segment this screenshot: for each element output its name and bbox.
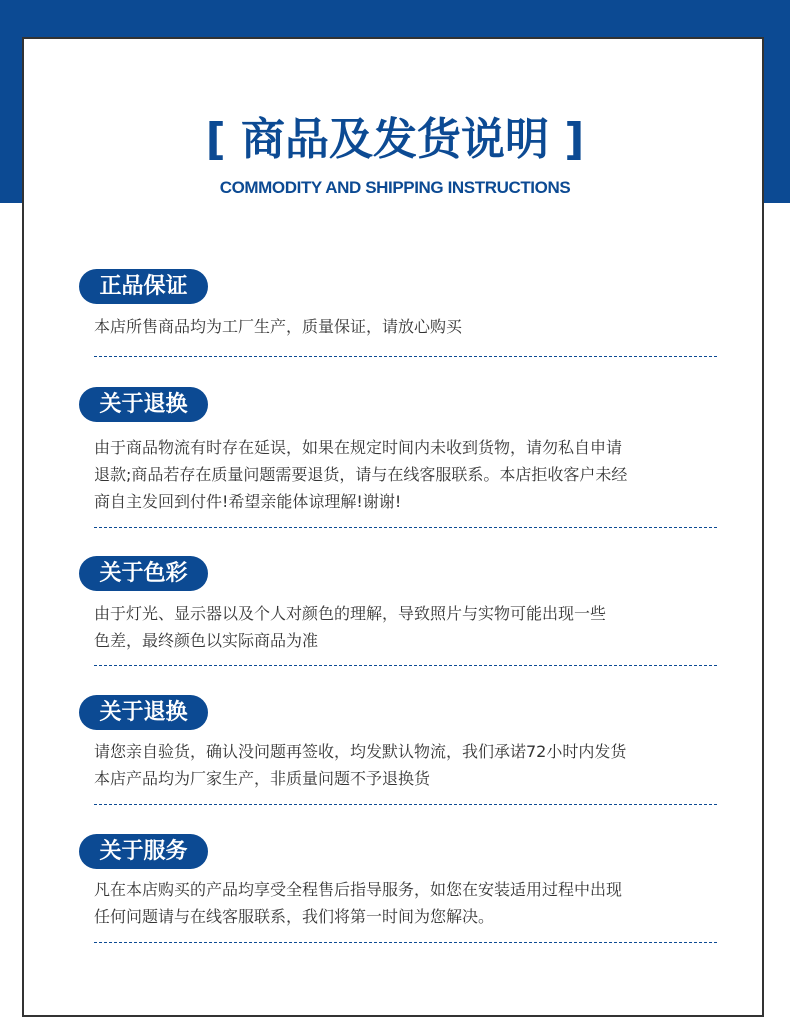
section-divider (94, 942, 717, 943)
section-heading-service: 关于服务 (79, 834, 208, 869)
section-line: 请您亲自验货，确认没问题再签收，均发默认物流，我们承诺72小时内发货 (94, 742, 627, 761)
section-line: 任何问题请与在线客服联系，我们将第一时间为您解决。 (94, 907, 495, 926)
section-body-service (94, 876, 718, 930)
page-title: [ 商品及发货说明 ] (205, 114, 585, 165)
section-line: 商自主发回到付件!希望亲能体谅理解!谢谢! (94, 492, 402, 511)
section-line: 由于商品物流有时存在延误，如果在规定时间内未收到货物，请勿私自申请 (94, 438, 623, 457)
section-line: 本店产品均为厂家生产，非质量问题不予退换货 (94, 769, 431, 788)
section-line: 本店所售商品均为工厂生产，质量保证，请放心购买 (94, 317, 463, 336)
section-divider (94, 356, 717, 357)
section-line: 色差，最终颜色以实际商品为准 (94, 631, 319, 650)
section-body-authenticity (94, 313, 718, 340)
section-heading-authenticity: 正品保证 (79, 269, 208, 304)
section-divider (94, 527, 717, 528)
section-line: 由于灯光、显示器以及个人对颜色的理解，导致照片与实物可能出现一些 (94, 604, 607, 623)
section-line: 退款;商品若存在质量问题需要退货，请与在线客服联系。本店拒收客户未经 (94, 465, 628, 484)
section-line: 凡在本店购买的产品均享受全程售后指导服务，如您在安装适用过程中出现 (94, 880, 623, 899)
section-body-returns (94, 434, 718, 515)
page-subtitle: COMMODITY AND SHIPPING INSTRUCTIONS (219, 178, 571, 197)
section-divider (94, 665, 717, 666)
section-body-returns-2 (94, 738, 718, 792)
section-body-color (94, 600, 718, 654)
section-heading-color: 关于色彩 (79, 556, 208, 591)
section-heading-returns: 关于退换 (79, 387, 208, 422)
section-divider (94, 804, 717, 805)
section-heading-returns-2: 关于退换 (79, 695, 208, 730)
